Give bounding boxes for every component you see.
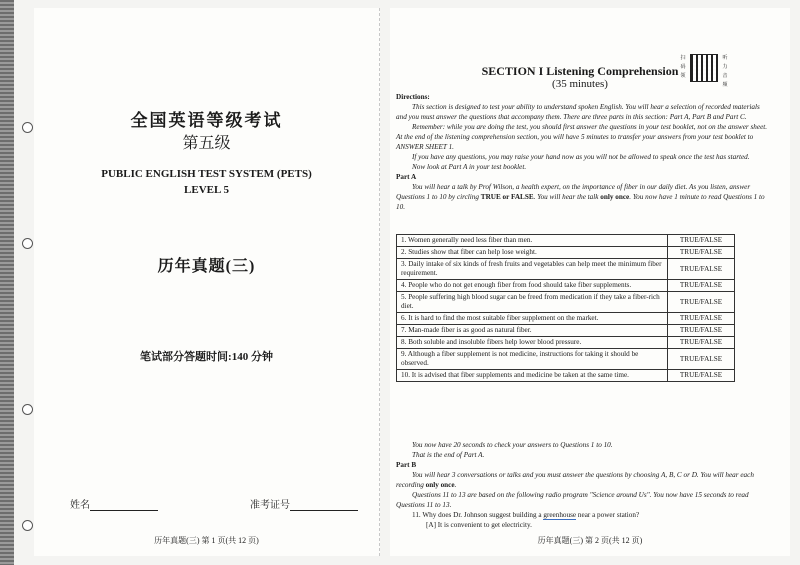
exam-title-en: PUBLIC ENGLISH TEST SYSTEM (PETS)	[101, 168, 312, 180]
statement-row	[397, 292, 735, 313]
statement-text: 7. Man-made fiber is as good as natural fiber.	[397, 325, 668, 337]
statement-text: 3. Daily intake of six kinds of fresh fruits and vegetables can help meet the minimum fiber requirement.	[397, 259, 668, 280]
questions-11-13-note: Questions 11 to 13 are based on the following radio program "Science around Us". You now have 15 seconds to read Questions 11 to 13.	[396, 491, 749, 509]
statement-row	[397, 235, 735, 247]
true-false-answer[interactable]: TRUE/FALSE	[668, 259, 735, 280]
name-field[interactable]	[70, 496, 158, 511]
binding-hole	[22, 520, 33, 531]
part-b-intro: You will hear 3 conversations or talks and you must answer the questions by choosing A, B, C or D. You will hear each recording only once.	[396, 471, 754, 489]
true-false-answer[interactable]: TRUE/FALSE	[668, 337, 735, 349]
statement-row	[397, 337, 735, 349]
cover-page	[34, 8, 380, 556]
question-11-option-a[interactable]: [A] It is convenient to get electricity.	[426, 521, 532, 529]
time-note: 笔试部分答题时间:140 分钟	[140, 351, 273, 363]
directions-block	[396, 92, 770, 212]
directions-paragraph: Now look at Part A in your test booklet.	[412, 163, 527, 171]
statement-row	[397, 349, 735, 370]
binding-hole	[22, 404, 33, 415]
true-false-answer[interactable]: TRUE/FALSE	[668, 280, 735, 292]
part-b-block	[396, 440, 770, 530]
part-b-heading: Part B	[396, 461, 417, 469]
statement-row	[397, 259, 735, 280]
qr-caption-left: 扫 码 领	[680, 56, 686, 79]
part-a-intro: You will hear a talk by Prof Wilson, a health expert, on the importance of fiber in our daily diet. As you listen, answer Questions 1 to 10 by circling TRUE or FALSE. You will hear the talk only once. You now have 1 minute to read Questions 1 to 10.	[396, 183, 765, 211]
directions-paragraph: Remember: while you are doing the test, you should first answer the questions in your test booklet, not on the answer sheet. At the end of the listening comprehension section, you will have 5 minutes to transfer your answers from your test booklet to ANSWER SHEET 1.	[396, 123, 768, 151]
id-label: 准考证号	[250, 500, 290, 511]
level-cn: 第五级	[182, 135, 231, 152]
true-false-answer[interactable]: TRUE/FALSE	[668, 349, 735, 370]
scan-binding-edge	[0, 0, 14, 565]
level-en: LEVEL 5	[184, 184, 229, 196]
section-title: SECTION I Listening Comprehension	[481, 64, 679, 78]
statement-text: 1. Women generally need less fiber than men.	[397, 235, 668, 247]
true-false-answer[interactable]: TRUE/FALSE	[668, 235, 735, 247]
listening-page	[390, 8, 790, 556]
true-false-answer[interactable]: TRUE/FALSE	[668, 247, 735, 259]
statement-row	[397, 370, 735, 382]
true-false-answer[interactable]: TRUE/FALSE	[668, 313, 735, 325]
question-11: 11. Why does Dr. Johnson suggest building a greenhouse near a power station?	[412, 511, 640, 519]
page-footer: 历年真题(三) 第 1 页(共 12 页)	[154, 536, 259, 545]
section-time: (35 minutes)	[552, 78, 608, 90]
name-label: 姓名	[70, 500, 90, 511]
check-note: You now have 20 seconds to check your answers to Questions 1 to 10.	[412, 441, 613, 449]
part-a-heading: Part A	[396, 173, 417, 181]
statement-text: 6. It is hard to find the most suitable fiber supplement on the market.	[397, 313, 668, 325]
directions-paragraph: This section is designed to test your ability to understand spoken English. You will hear a selection of recorded materials and you must answer the questions that accompany them. There are three parts in this section: Part A, Part B and Part C.	[396, 103, 760, 121]
end-part-a: That is the end of Part A.	[412, 451, 485, 459]
paper-title: 历年真题(三)	[157, 258, 256, 275]
directions-paragraph: If you have any questions, you may raise your hand now as you will not be allowed to speak once the test has started.	[412, 153, 750, 161]
true-false-answer[interactable]: TRUE/FALSE	[668, 292, 735, 313]
statement-row	[397, 313, 735, 325]
true-false-answer[interactable]: TRUE/FALSE	[668, 370, 735, 382]
candidate-id-field[interactable]	[250, 496, 358, 511]
statement-text: 8. Both soluble and insoluble fibers help lower blood pressure.	[397, 337, 668, 349]
statement-text: 2. Studies show that fiber can help lose weight.	[397, 247, 668, 259]
qr-caption-right: 听 力 音 频	[722, 56, 728, 88]
statement-text: 10. It is advised that fiber supplements and medicine be taken at the same time.	[397, 370, 668, 382]
page-footer: 历年真题(三) 第 2 页(共 12 页)	[537, 536, 643, 545]
binding-hole	[22, 238, 33, 249]
statement-text: 4. People who do not get enough fiber from food should take fiber supplements.	[397, 280, 668, 292]
true-false-table	[396, 234, 735, 382]
directions-heading: Directions:	[396, 93, 430, 101]
statement-row	[397, 247, 735, 259]
statement-row	[397, 325, 735, 337]
exam-title-cn: 全国英语等级考试	[130, 111, 283, 130]
statement-text: 5. People suffering high blood sugar can be freed from medication if they take a fiber-rich diet.	[397, 292, 668, 313]
statement-row	[397, 280, 735, 292]
true-false-answer[interactable]: TRUE/FALSE	[668, 325, 735, 337]
binding-hole	[22, 122, 33, 133]
statement-text: 9. Although a fiber supplement is not medicine, instructions for taking it should be observed.	[397, 349, 668, 370]
